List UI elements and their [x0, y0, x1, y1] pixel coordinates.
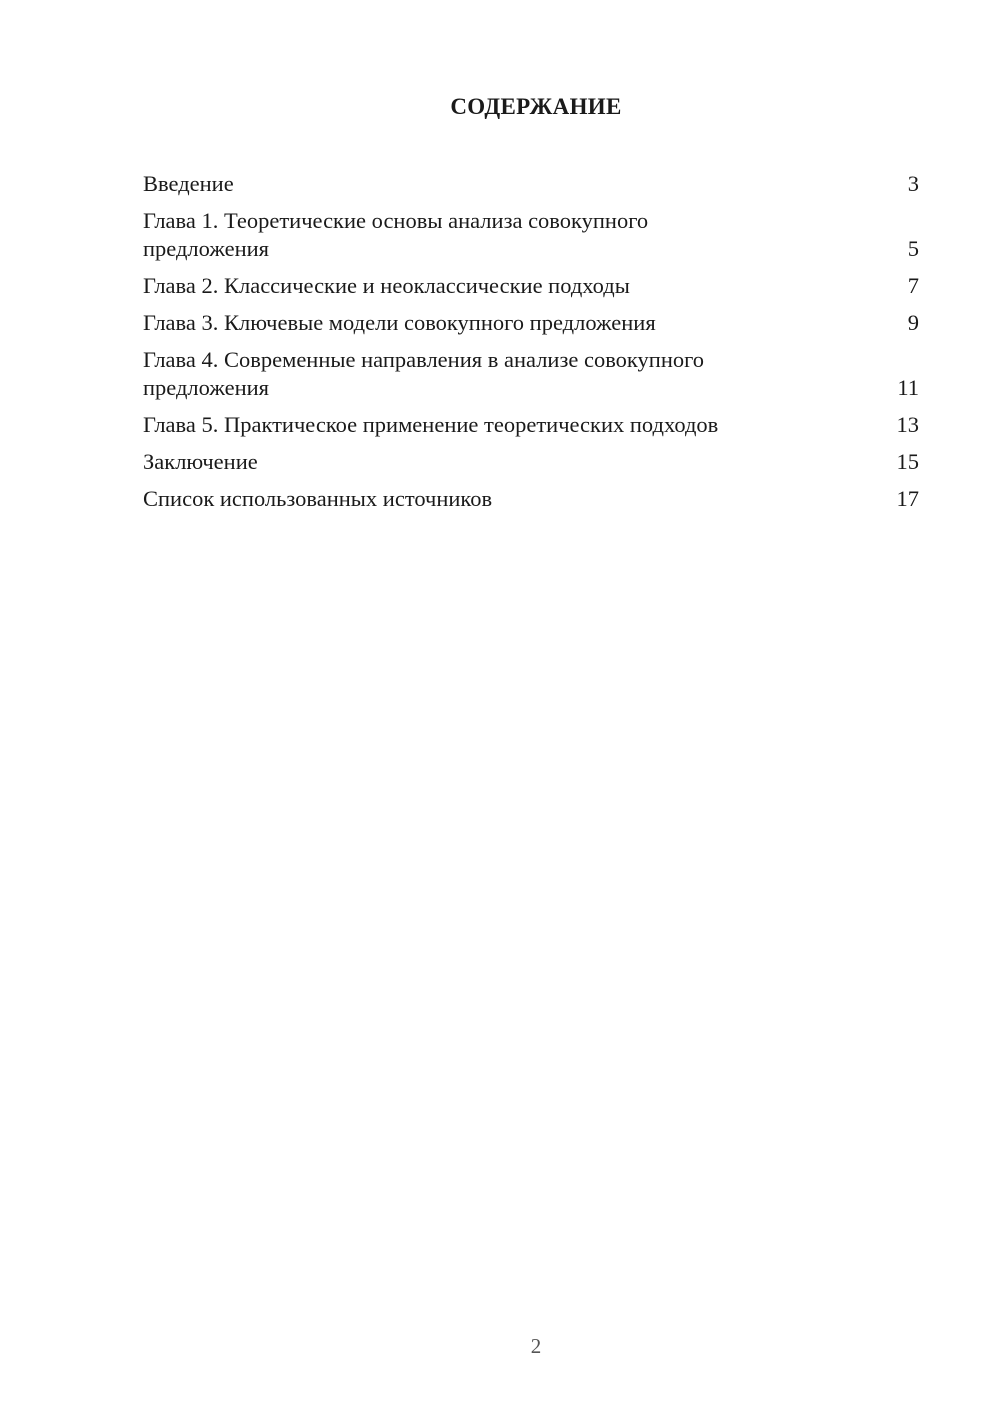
toc-entry-page: 7	[907, 273, 919, 298]
toc-entry-title: Глава 5. Практическое применение теоретических подходов	[143, 412, 719, 437]
toc-entry-conclusion	[143, 448, 919, 476]
page-title: СОДЕРЖАНИЕ	[450, 94, 622, 119]
toc-entry-chapter-4	[143, 346, 919, 402]
page-number: 2	[530, 1334, 542, 1358]
toc-entry-page: 9	[907, 310, 919, 335]
table-of-contents	[143, 170, 919, 522]
toc-entry-title: Список использованных источников	[143, 486, 493, 511]
toc-entry-title: Глава 1. Теоретические основы анализа совокупного предложения	[143, 208, 649, 261]
toc-entry-page: 5	[907, 236, 919, 261]
toc-entry-references	[143, 485, 919, 513]
toc-entry-title: Глава 3. Ключевые модели совокупного предложения	[143, 310, 656, 335]
toc-entry-page: 3	[907, 171, 919, 196]
toc-entry-page: 15	[896, 449, 919, 474]
toc-entry-title: Заключение	[143, 449, 258, 474]
toc-entry-chapter-3	[143, 309, 919, 337]
toc-entry-title: Глава 2. Классические и неоклассические подходы	[143, 273, 630, 298]
toc-entry-chapter-1	[143, 207, 919, 263]
toc-entry-chapter-5	[143, 411, 919, 439]
toc-entry-page: 17	[896, 486, 919, 511]
toc-entry-page: 11	[897, 375, 919, 400]
toc-entry-chapter-2	[143, 272, 919, 300]
toc-entry-title: Глава 4. Современные направления в анализе совокупного предложения	[143, 347, 705, 400]
toc-entry-page: 13	[896, 412, 919, 437]
toc-entry-title: Введение	[143, 171, 234, 196]
toc-entry-introduction	[143, 170, 919, 198]
